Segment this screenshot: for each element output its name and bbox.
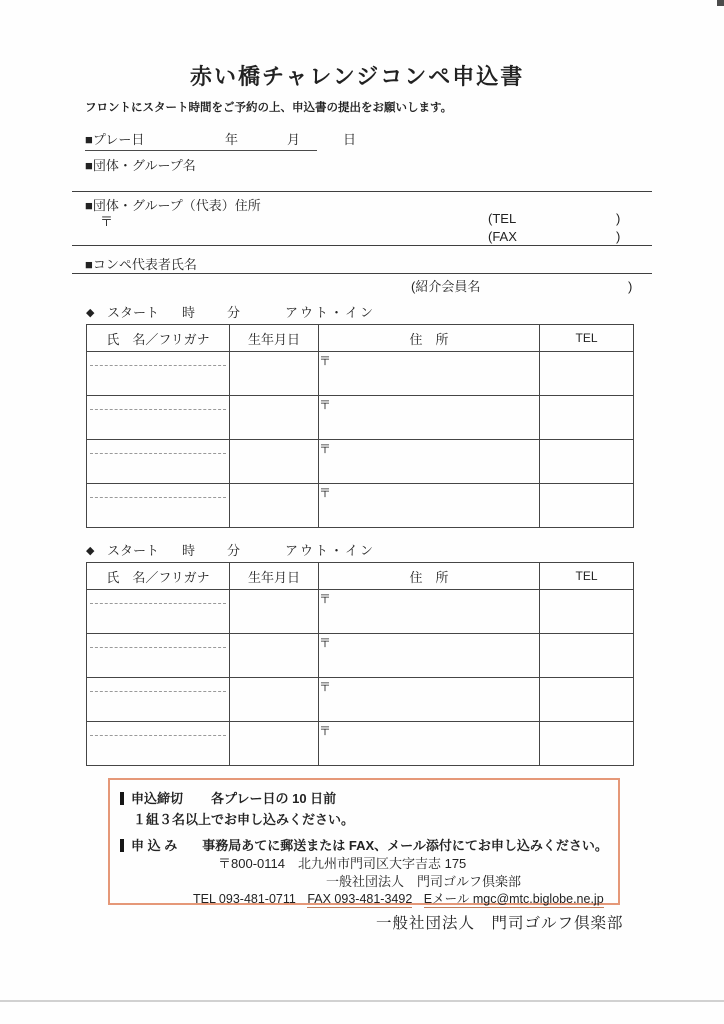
furigana-divider [90,453,226,454]
minute-suffix: 分 [227,543,241,558]
postal-mark: 〒 [319,354,332,368]
group-address-label: ■団体・グループ（代表）住所 [85,198,261,213]
start-heading-2 [86,543,406,559]
representative-fill-line [72,273,652,274]
postal-mark: 〒 [319,680,332,694]
diamond-bullet-icon: ◆ [86,545,95,557]
office-organization: 一般社団法人 門司ゴルフ倶楽部 [326,874,522,889]
furigana-divider [90,409,226,410]
birth-cell [230,634,319,678]
table-row [87,396,634,440]
section-bar-icon [120,839,124,852]
header-birth: 生年月日 [230,563,319,590]
referrer-close-paren: ) [628,279,633,294]
table-row [87,722,634,766]
play-date-month-suffix: 月 [287,132,301,147]
name-cell [87,484,230,528]
header-birth: 生年月日 [230,325,319,352]
office-tel: TEL 093-481-0711 [193,892,296,906]
start-label: スタート [107,305,160,320]
scan-corner-artifact [717,0,724,6]
group-address-fill-line [72,245,652,246]
postal-mark: 〒 [319,486,332,500]
referrer-open-label: (紹介会員名 [411,279,481,294]
tel-cell [540,722,634,766]
birth-cell [230,440,319,484]
fax-close-paren: ) [616,229,621,244]
footer-organization: 一般社団法人 門司ゴルフ倶楽部 [376,915,624,932]
group-name-label: ■団体・グループ名 [85,158,196,173]
furigana-divider [90,647,226,648]
out-in-label: アウト・イン [285,305,376,320]
table-row [87,678,634,722]
tel-cell [540,590,634,634]
header-name: 氏 名／フリガナ [87,325,230,352]
notice-box [108,778,620,905]
table-row [87,352,634,396]
representative-label: ■コンペ代表者氏名 [85,257,197,272]
name-cell [87,590,230,634]
header-tel: TEL [540,325,634,352]
postal-mark: 〒 [319,398,332,412]
furigana-divider [90,497,226,498]
deadline-line [120,788,336,807]
tel-open-label: (TEL [488,211,517,226]
hour-suffix: 時 [182,305,196,320]
office-postal-address: 〒800-0114 北九州市門司区大字吉志 175 [218,856,467,871]
form-title: 赤い橋チャレンジコンペ申込書 [190,64,525,89]
play-date-label: ■プレー日 [85,132,145,147]
deadline-note: １組３名以上でお申し込みください。 [133,812,355,827]
apply-text: 事務局あてに郵送または FAX、メール添付にてお申し込みください。 [202,838,608,853]
address-cell [319,484,540,528]
name-cell [87,396,230,440]
tel-cell [540,440,634,484]
group-name-fill-line [72,191,652,192]
roster-table-2 [86,562,634,766]
header-address: 住 所 [319,325,540,352]
tel-cell [540,484,634,528]
address-cell [319,396,540,440]
office-email: Eメール mgc@mtc.biglobe.ne.jp [423,892,604,906]
form-subtitle: フロントにスタート時間をご予約の上、申込書の提出をお願いします。 [85,102,453,114]
group-address-postal-mark: 〒 [100,214,114,229]
name-cell [87,678,230,722]
name-cell [87,440,230,484]
tel-cell [540,352,634,396]
table-header-row [87,563,634,590]
apply-label: 申 込 み [131,838,178,853]
play-date-day-suffix: 日 [343,132,357,147]
table-row [87,484,634,528]
roster-table-1 [86,324,634,528]
birth-cell [230,590,319,634]
header-name: 氏 名／フリガナ [87,563,230,590]
furigana-divider [90,735,226,736]
table-row [87,590,634,634]
furigana-divider [90,691,226,692]
minute-suffix: 分 [227,305,241,320]
address-cell [319,440,540,484]
birth-cell [230,678,319,722]
postal-mark: 〒 [319,442,332,456]
section-bar-icon [120,792,124,805]
furigana-divider [90,603,226,604]
name-cell [87,722,230,766]
diamond-bullet-icon: ◆ [86,307,95,319]
postal-mark: 〒 [319,592,332,606]
address-cell [319,590,540,634]
address-cell [319,678,540,722]
deadline-text: 各プレー日の 10 日前 [211,791,337,806]
name-cell [87,352,230,396]
header-address: 住 所 [319,563,540,590]
tel-cell [540,678,634,722]
apply-line [120,835,608,854]
address-cell [319,634,540,678]
scan-edge-line [0,1000,724,1002]
office-fax: FAX 093-481-3492 [307,892,413,906]
hour-suffix: 時 [182,543,196,558]
tel-cell [540,396,634,440]
out-in-label: アウト・イン [285,543,376,558]
play-date-year-suffix: 年 [225,132,239,147]
start-label: スタート [107,543,160,558]
table-header-row [87,325,634,352]
contact-line [193,889,604,907]
header-tel: TEL [540,563,634,590]
address-cell [319,352,540,396]
fax-open-label: (FAX [488,229,517,244]
table-row [87,634,634,678]
name-cell [87,634,230,678]
birth-cell [230,352,319,396]
play-date-fill-line [85,150,317,151]
birth-cell [230,722,319,766]
table-row [87,440,634,484]
birth-cell [230,396,319,440]
deadline-label: 申込締切 [131,791,184,806]
birth-cell [230,484,319,528]
address-cell [319,722,540,766]
furigana-divider [90,365,226,366]
tel-close-paren: ) [616,211,621,226]
tel-cell [540,634,634,678]
postal-mark: 〒 [319,724,332,738]
postal-mark: 〒 [319,636,332,650]
start-heading-1 [86,305,406,321]
